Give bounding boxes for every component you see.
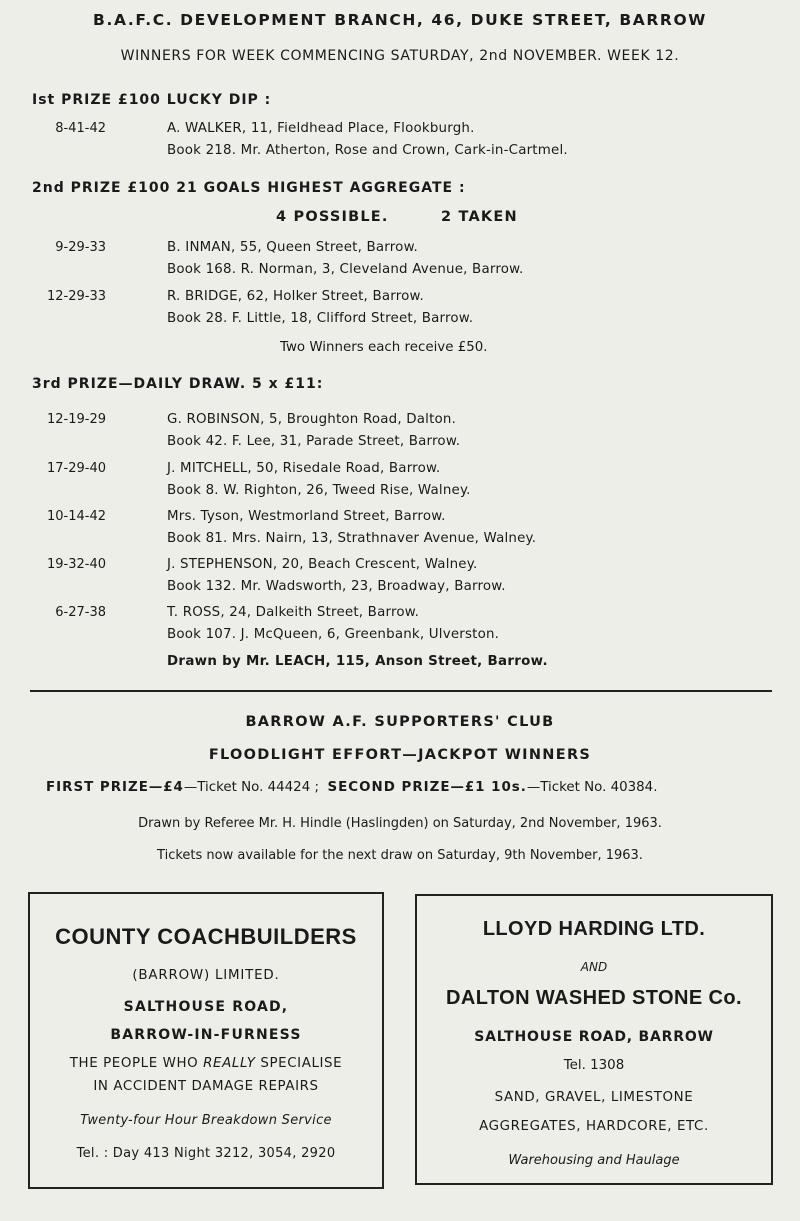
coachbuilders-name: COUNTY COACHBUILDERS xyxy=(55,924,357,949)
book-line: Book 28. F. Little, 18, Clifford Street, Barrow. xyxy=(167,311,474,326)
winner-line: J. STEPHENSON, 20, Beach Crescent, Walney. xyxy=(167,557,478,572)
first-prize-ticket: —Ticket No. 44424 ; xyxy=(183,780,319,795)
lloyd-road: SALTHOUSE ROAD, BARROW xyxy=(474,1029,714,1045)
prize2-code-1: 9-29-33 xyxy=(55,240,106,255)
prize3-code-2: 17-29-40 xyxy=(46,461,106,476)
jackpot-line xyxy=(46,780,657,795)
winner-line: J. MITCHELL, 50, Risedale Road, Barrow. xyxy=(167,461,441,476)
prize2-title: 2nd PRIZE £100 21 GOALS HIGHEST AGGREGATE : xyxy=(32,180,466,196)
book-line: Book 42. F. Lee, 31, Parade Street, Barrow. xyxy=(167,434,461,449)
next-draw: Tickets now available for the next draw on Saturday, 9th November, 1963. xyxy=(157,848,643,863)
section-divider xyxy=(30,690,772,692)
coachbuilders-tel: Tel. : Day 413 Night 3212, 3054, 2920 xyxy=(76,1146,336,1161)
book-line: Book 218. Mr. Atherton, Rose and Crown, Cark-in-Cartmel. xyxy=(167,143,568,158)
and-word: AND xyxy=(580,960,608,974)
prize2-code-2: 12-29-33 xyxy=(46,289,106,304)
prize3-code-1: 12-19-29 xyxy=(46,412,106,427)
prize2-winner-1 xyxy=(167,237,524,281)
lloyd-warehousing: Warehousing and Haulage xyxy=(508,1153,680,1168)
prize2-possible: 4 POSSIBLE. xyxy=(276,209,389,225)
dalton-stone-name: DALTON WASHED STONE Co. xyxy=(446,987,742,1009)
week-subtitle: WINNERS FOR WEEK COMMENCING SATURDAY, 2nd NOVEMBER. WEEK 12. xyxy=(120,48,680,64)
prize3-title: 3rd PRIZE—DAILY DRAW. 5 x £11: xyxy=(32,376,324,392)
winner-line: Mrs. Tyson, Westmorland Street, Barrow. xyxy=(167,509,446,524)
prize3-code-3: 10-14-42 xyxy=(46,509,106,524)
coachbuilders-service: Twenty-four Hour Breakdown Service xyxy=(80,1113,332,1128)
book-line: Book 107. J. McQueen, 6, Greenbank, Ulverston. xyxy=(167,627,500,642)
prize2-winner-2 xyxy=(167,286,473,330)
winner-line: A. WALKER, 11, Fieldhead Place, Flookburgh. xyxy=(167,121,475,136)
second-prize-ticket: —Ticket No. 40384. xyxy=(526,780,658,795)
book-line: Book 132. Mr. Wadsworth, 23, Broadway, Barrow. xyxy=(167,579,506,594)
prize3-winner-3 xyxy=(167,506,536,550)
prize3-winner-5 xyxy=(167,602,499,646)
prize1-title: Ist PRIZE £100 LUCKY DIP : xyxy=(32,92,272,108)
winner-line: R. BRIDGE, 62, Holker Street, Barrow. xyxy=(167,289,424,304)
prize1-code: 8-41-42 xyxy=(55,121,106,136)
lloyd-products-2: AGGREGATES, HARDCORE, ETC. xyxy=(479,1119,709,1134)
book-line: Book 168. R. Norman, 3, Cleveland Avenue, Barrow. xyxy=(167,262,524,277)
prize3-drawn-by: Drawn by Mr. LEACH, 115, Anson Street, Barrow. xyxy=(167,654,548,669)
tagline-text: SPECIALISE xyxy=(255,1056,343,1071)
coachbuilders-tagline-1 xyxy=(30,1056,382,1071)
coachbuilders-limited: (BARROW) LIMITED. xyxy=(132,968,280,983)
prize2-note: Two Winners each receive £50. xyxy=(280,340,488,355)
supporters-subtitle: FLOODLIGHT EFFORT—JACKPOT WINNERS xyxy=(208,747,592,763)
prize3-code-4: 19-32-40 xyxy=(46,557,106,572)
prize3-winner-4 xyxy=(167,554,506,598)
prize3-winner-2 xyxy=(167,458,471,502)
second-prize-label: SECOND PRIZE—£1 10s. xyxy=(327,780,527,795)
coachbuilders-town: BARROW-IN-FURNESS xyxy=(110,1027,302,1043)
ad-county-coachbuilders xyxy=(28,892,384,1189)
tagline-emphasis: REALLY xyxy=(203,1056,256,1071)
coachbuilders-road: SALTHOUSE ROAD, xyxy=(123,999,289,1015)
winner-line: B. INMAN, 55, Queen Street, Barrow. xyxy=(167,240,418,255)
lloyd-harding-name: LLOYD HARDING LTD. xyxy=(482,918,706,940)
prize2-taken: 2 TAKEN xyxy=(441,209,518,225)
book-line: Book 81. Mrs. Nairn, 13, Strathnaver Avenue, Walney. xyxy=(167,531,537,546)
tagline-text: THE PEOPLE WHO xyxy=(69,1056,204,1071)
winner-line: T. ROSS, 24, Dalkeith Street, Barrow. xyxy=(167,605,420,620)
first-prize-label: FIRST PRIZE—£4 xyxy=(46,780,184,795)
winner-line: G. ROBINSON, 5, Broughton Road, Dalton. xyxy=(167,412,457,427)
prize3-code-5: 6-27-38 xyxy=(55,605,106,620)
lloyd-products-1: SAND, GRAVEL, LIMESTONE xyxy=(494,1090,694,1105)
supporters-title: BARROW A.F. SUPPORTERS' CLUB xyxy=(245,714,555,730)
coachbuilders-tagline-2: IN ACCIDENT DAMAGE REPAIRS xyxy=(93,1079,319,1094)
lloyd-tel: Tel. 1308 xyxy=(563,1058,625,1073)
prize3-winner-1 xyxy=(167,409,460,453)
branch-title: B.A.F.C. DEVELOPMENT BRANCH, 46, DUKE STREET, BARROW xyxy=(93,11,707,29)
drawn-by-referee: Drawn by Referee Mr. H. Hindle (Haslingden) on Saturday, 2nd November, 1963. xyxy=(138,816,662,831)
ad-lloyd-harding xyxy=(415,894,773,1185)
prize1-winner xyxy=(167,118,568,162)
book-line: Book 8. W. Righton, 26, Tweed Rise, Walney. xyxy=(167,483,471,498)
